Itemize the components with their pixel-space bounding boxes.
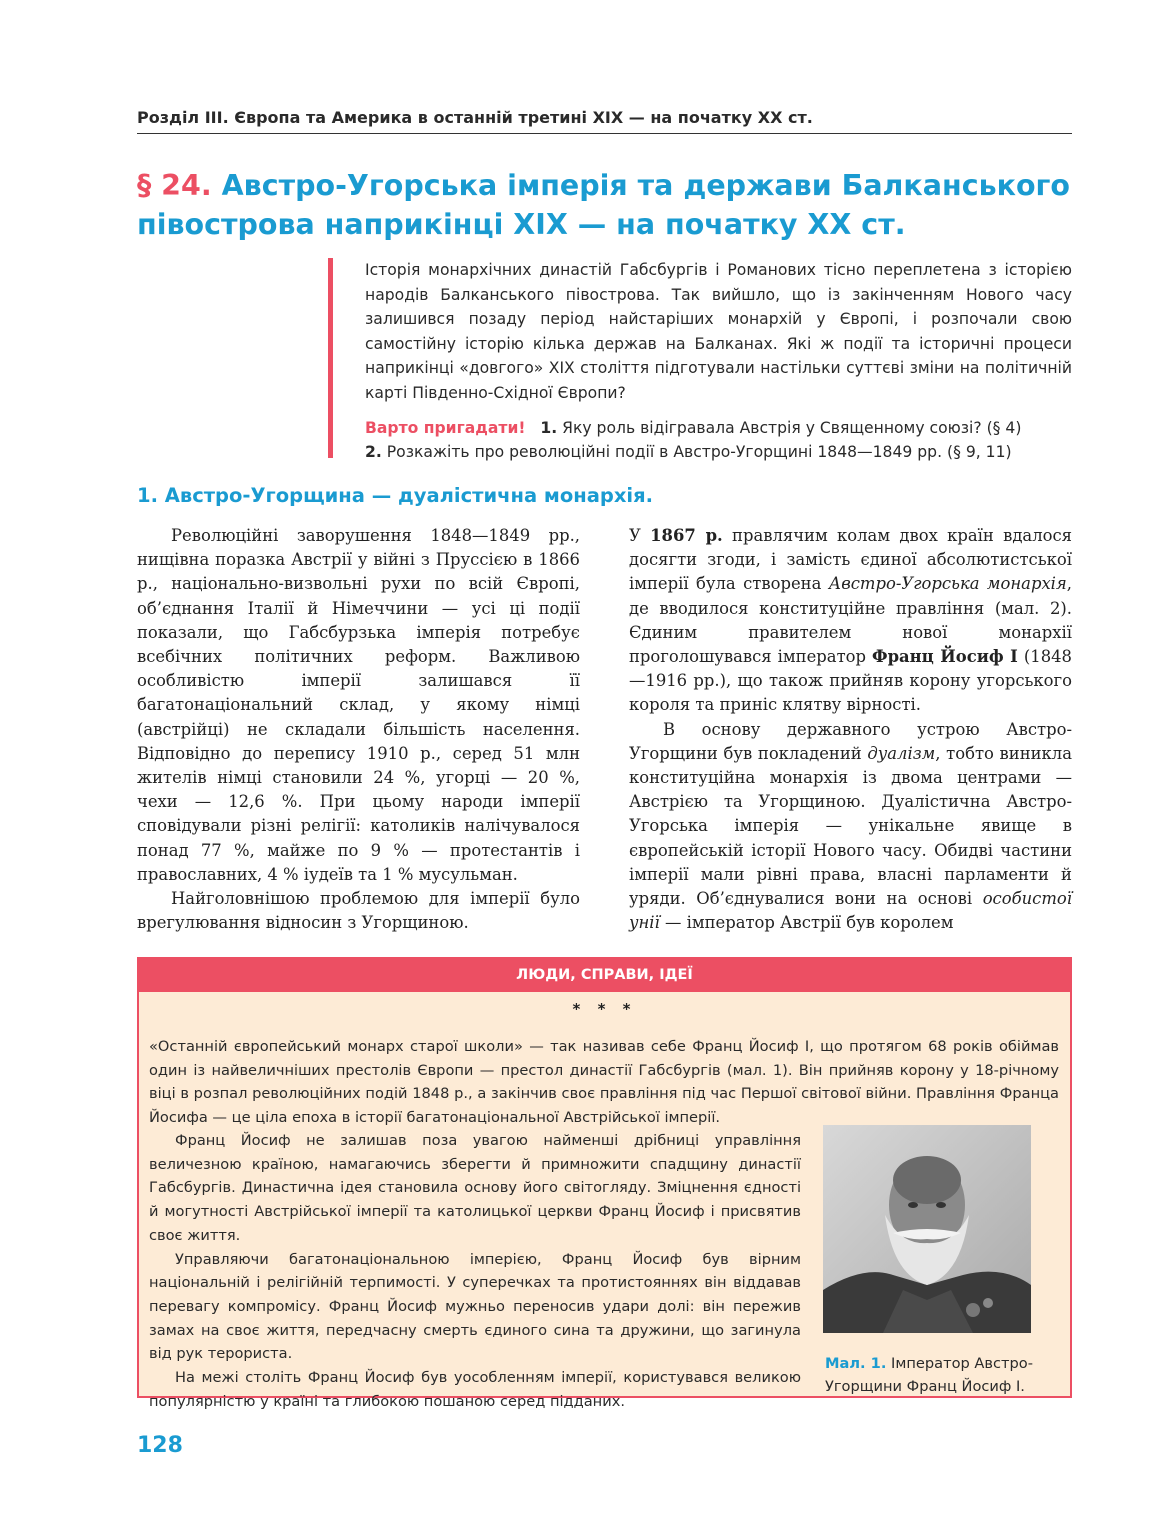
sidebar-paragraph-2: Франц Йосиф не залишав поза увагою найменші дрібниці управління величезною країною, намагаючись зберегти й примножити спадщину династії Габсбургів. Династична ідея становила основу його світогляду. Зміцнення єдності й могутності Австрійської імперії та католицької церкви Франц Йосиф і присвятив своє життя. [149,1132,801,1244]
portrait-caption [825,1352,1055,1398]
page-number: 128 [137,1433,183,1458]
remember-block [365,416,1072,465]
remember-label: Варто пригадати! [365,418,526,437]
bold-name: Франц Йосиф І [872,647,1018,667]
italic-term: Австро-Угорська монархія [828,574,1067,594]
portrait-illustration [823,1125,1031,1333]
italic-term: дуалізм [867,743,936,763]
sidebar-header: ЛЮДИ, СПРАВИ, ІДЕЇ [139,959,1070,992]
intro-block [328,258,1072,462]
running-head: Розділ ІІІ. Європа та Америка в останній третині ХІХ — на початку ХХ ст. [137,108,1072,134]
sidebar-box [137,957,1072,1410]
bold-date: 1867 р. [650,526,723,545]
sidebar-paragraph-1: «Останній європейський монарх старої школи» — так називав себе Франц Йосиф І, що протягом 68 років обіймав один із найвеличніших престолів Європи — престол династії Габсбургів (мал. 1). Він прийняв корону у 18-річному віці в розпал революційних подій 1848 р., а закінчив своє правління під час Першої світової війни. Правління Франца Йосифа — це ціла епоха в історії багатонаціональної Австрійської імперії. [149,1038,1059,1127]
portrait-image [823,1125,1031,1333]
chapter-title [137,166,1077,244]
sidebar-paragraph-4: На межі століть Франц Йосиф був уособленням імперії, користувався великою популярністю у країні та глибокою пошаною серед підданих. [149,1369,801,1410]
left-paragraph-1: Революційні заворушення 1848—1849 рр., нищівна поразка Австрії у війні з Пруссією в 1866 р., національно-визвольні рухи по всій Європі, об’єднання Італії й Німеччини — усі ці події показали, що Габсбурзька імперія потребує всебічних політичних реформ. Важливою особливістю імперії залишався її багатонаціональний склад, у якому німці (австрійці) не складали більшість населення. Відповідно до перепису 1910 р., серед 51 млн жителів німці становили 24 %, угорці — 20 %, чехи — 12,6 %. При цьому народи імперії сповідували різні релігії: католиків налічувалося понад 77 %, майже по 9 % — протестантів і православних, 4 % іудеїв та 1 % мусульман. [137,526,580,884]
sidebar-text-narrow [149,1129,801,1413]
caption-label: Мал. 1. [825,1355,887,1372]
text-run: , де вводилося конституційне правління (мал. 2). Єдиним правителем нової монархії проголошувався імператор [629,574,1072,667]
caption-text: Імператор Австро-Угорщини Франц Йосиф І. [825,1355,1033,1395]
text-run: У [629,526,651,545]
right-paragraph-2 [629,718,1072,936]
question-2: Розкажіть про революційні події в Австро-Угорщині 1848—1849 рр. (§ 9, 11) [386,443,1012,462]
sidebar-stars: * * * [572,1000,637,1018]
italic-term: особистої унії [629,889,1072,933]
title-line-2: півострова наприкінці ХІХ — на початку ХХ ст. [137,208,906,241]
sidebar-paragraph-3: Управляючи багатонаціональною імперією, Франц Йосиф був вірним національній і релігійній терпимості. У суперечках та протистояннях він віддавав перевагу компромісу. Франц Йосиф мужньо переносив удари долі: він пережив замах на своє життя, передчасну смерть єдиного сина та дружини, що загинула від рук терориста. [149,1250,801,1363]
question-1: Яку роль відігравала Австрія у Священному союзі? (§ 4) [562,418,1022,437]
section-heading: 1. Австро-Угорщина — дуалістична монархія. [137,484,654,507]
left-paragraph-2: Найголовнішою проблемою для імперії було врегулювання відносин з Угорщиною. [137,889,580,933]
question-1-number: 1. [540,418,558,437]
sidebar-text-top [149,1035,1059,1130]
question-2-number: 2. [365,443,382,462]
intro-text: Історія монархічних династій Габсбургів і Романових тісно переплетена з історією народів Балканського півострова. Так вийшло, що із закінченням Нового часу залишився позаду період найстаріших монархій у Європі, і розпочали свою самостійну історію кілька держав на Балканах. Які ж події та історичні процеси наприкінці «довгого» ХІХ століття підготували настільки суттєві зміни на політичній карті Південно-Східної Європи? [365,261,1072,402]
text-run: , тобто виникла конституційна монархія із двома центрами — Австрією та Угорщиною. Дуалістична Австро-Угорська імперія — унікальне явище в європейській історії Нового часу. Обидві частини імперії мали рівні права, власні парламенти й уряди. Об’єднувалися вони на основі [629,743,1072,909]
title-line-1: Австро-Угорська імперія та держави Балканського [221,169,1070,202]
text-run: В основу державного устрою Австро-Угорщини був покладений [629,719,1072,763]
left-column [137,524,580,935]
text-run: (1848—1916 рр.), що також прийняв корону угорського короля та приніс клятву вірності. [629,647,1072,715]
text-run: — імператор Австрії був королем [659,913,954,933]
right-paragraph-1 [629,524,1072,718]
paragraph-number: § 24. [137,169,212,202]
text-run: правлячим колам двох країн вдалося досягти згоди, і замість єдиної абсолютистської імперії була створена [629,526,1072,594]
right-column [629,524,1072,935]
